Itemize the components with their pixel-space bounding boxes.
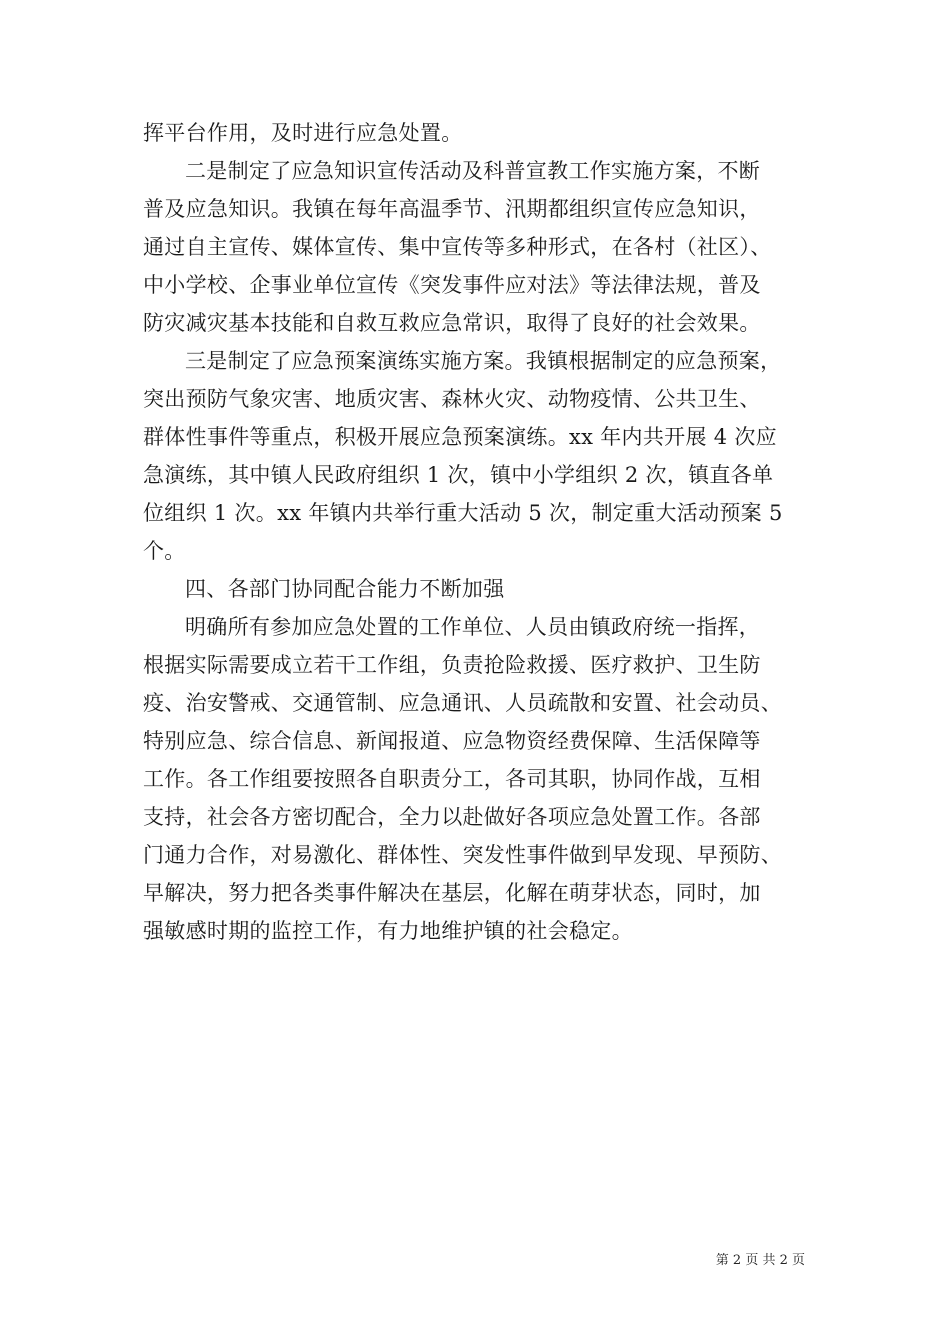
text-line: 急演练，其中镇人民政府组织 1 次，镇中小学组织 2 次，镇直各单	[143, 463, 774, 487]
text-line: 明确所有参加应急处置的工作单位、人员由镇政府统一指挥，	[185, 615, 761, 639]
text-line: 通过自主宣传、媒体宣传、集中宣传等多种形式，在各村（社区）、	[143, 235, 772, 259]
text-line: 位组织 1 次。xx 年镇内共举行重大活动 5 次，制定重大活动预案 5	[143, 501, 783, 525]
text-line: 防灾减灾基本技能和自救互救应急常识，取得了良好的社会效果。	[143, 311, 761, 335]
text-line: 早解决，努力把各类事件解决在基层，化解在萌芽状态，同时，加	[143, 881, 761, 905]
text-line: 二是制定了应急知识宣传活动及科普宣教工作实施方案，不断	[185, 159, 761, 183]
text-line: 强敏感时期的监控工作，有力地维护镇的社会稳定。	[143, 919, 633, 943]
document-body	[143, 114, 823, 950]
text-line: 中小学校、企事业单位宣传《突发事件应对法》等法律法规，普及	[143, 273, 761, 297]
text-line: 根据实际需要成立若干工作组，负责抢险救援、医疗救护、卫生防	[143, 653, 761, 677]
text-line: 四、各部门协同配合能力不断加强	[185, 577, 505, 601]
text-line: 个。	[143, 539, 186, 563]
text-line: 疫、治安警戒、交通管制、应急通讯、人员疏散和安置、社会动员、	[143, 691, 782, 715]
text-line: 突出预防气象灾害、地质灾害、森林火灾、动物疫情、公共卫生、	[143, 387, 761, 411]
text-line: 门通力合作，对易激化、群体性、突发性事件做到早发现、早预防、	[143, 843, 782, 867]
text-line: 普及应急知识。我镇在每年高温季节、汛期都组织宣传应急知识，	[143, 197, 761, 221]
text-line: 三是制定了应急预案演练实施方案。我镇根据制定的应急预案，	[185, 349, 782, 373]
page-number: 第 2 页 共 2 页	[715, 1253, 805, 1268]
text-line: 群体性事件等重点，积极开展应急预案演练。xx 年内共开展 4 次应	[143, 425, 777, 449]
text-line: 特别应急、综合信息、新闻报道、应急物资经费保障、生活保障等	[143, 729, 761, 753]
text-line: 支持，社会各方密切配合，全力以赴做好各项应急处置工作。各部	[143, 805, 761, 829]
text-line: 工作。各工作组要按照各自职责分工，各司其职，协同作战，互相	[143, 767, 761, 791]
text-line: 挥平台作用，及时进行应急处置。	[143, 121, 463, 145]
